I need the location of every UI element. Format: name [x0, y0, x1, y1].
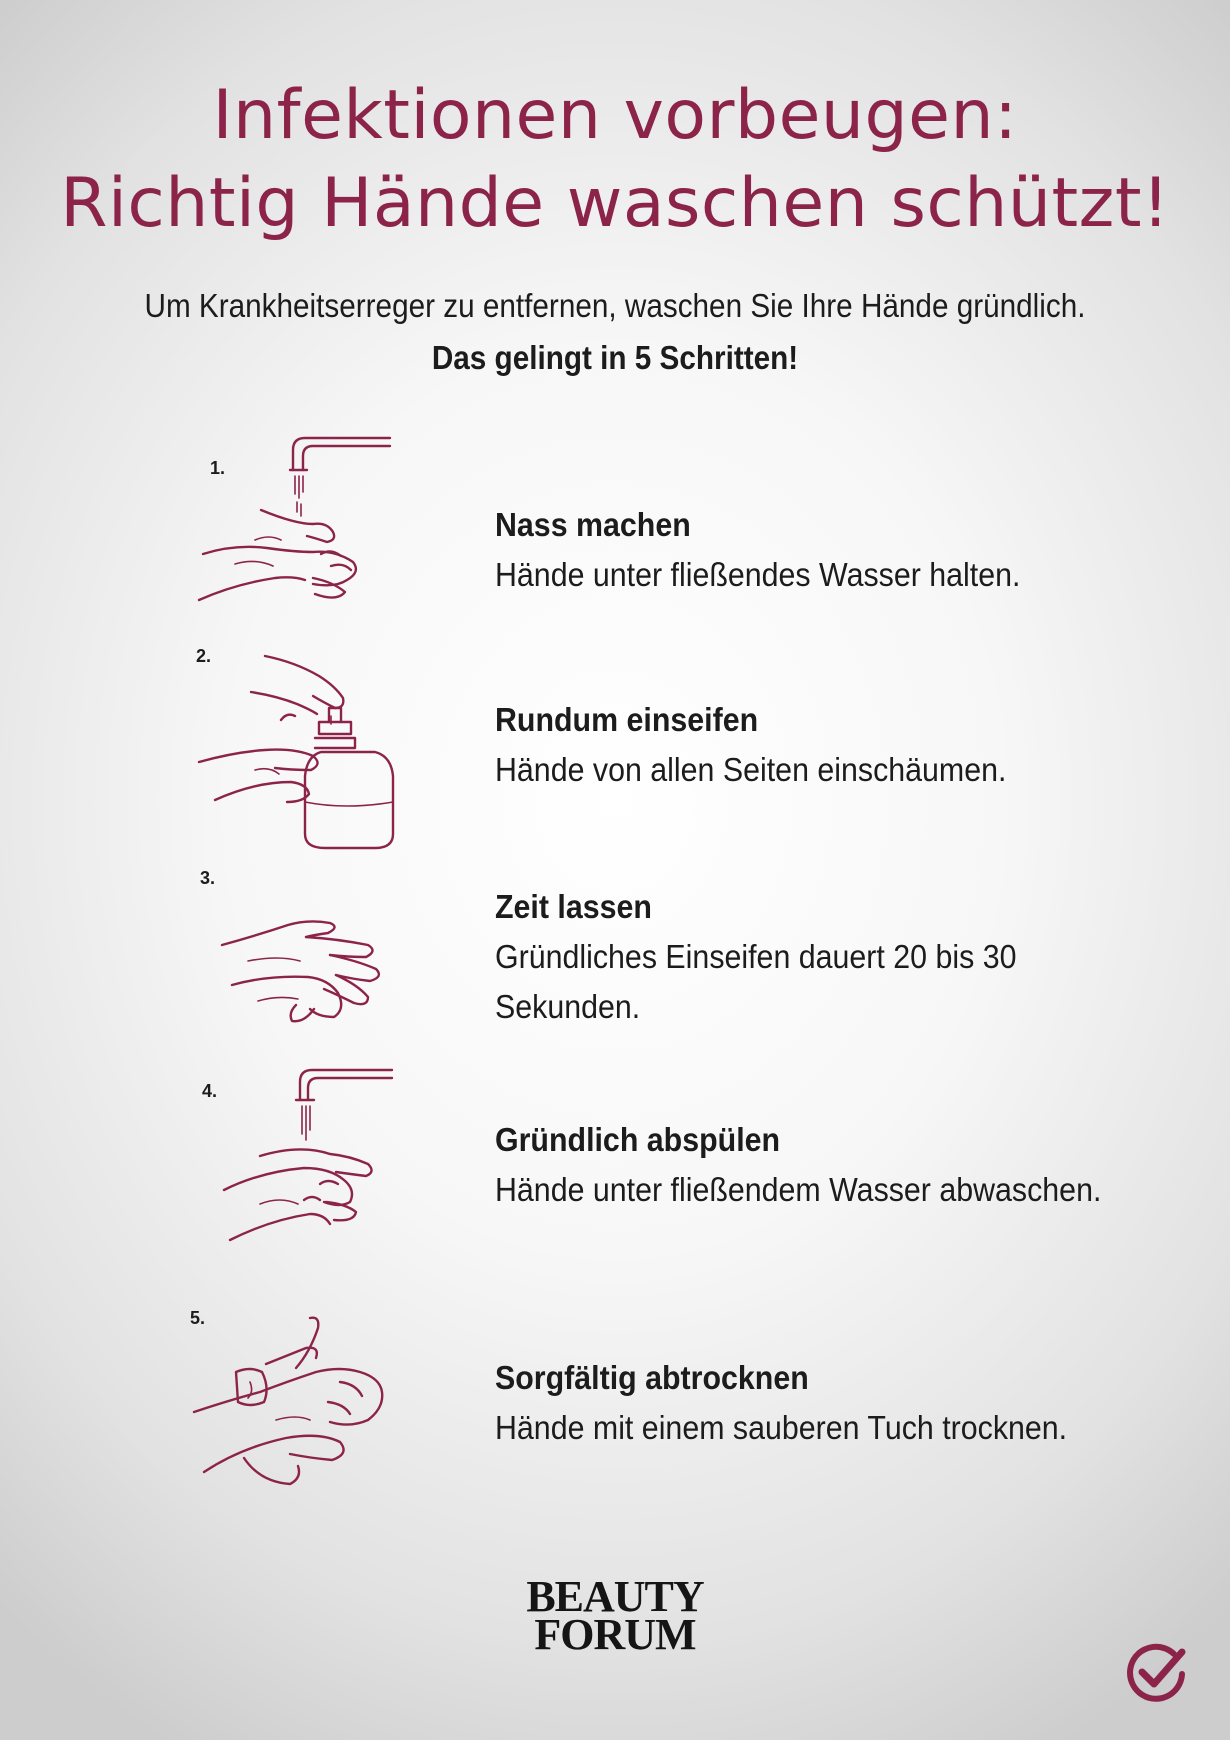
- step-1-title: Nass machen: [495, 506, 691, 543]
- step-4-description: Hände unter fließendem Wasser abwaschen.: [495, 1171, 1102, 1208]
- intro-line-2: Das gelingt in 5 Schritten!: [431, 339, 799, 376]
- step-2-description: Hände von allen Seiten einschäumen.: [495, 751, 1007, 788]
- step-1-description: Hände unter fließendes Wasser halten.: [495, 556, 1021, 593]
- title-line-2: Richtig Hände waschen schützt!: [60, 164, 1170, 243]
- step-3-title: Zeit lassen: [495, 888, 652, 925]
- logo-line-2: FORUM: [534, 1610, 696, 1659]
- hands-under-faucet-icon: [195, 432, 405, 617]
- intro-line-1: Um Krankheitserreger zu entfernen, waschen Sie Ihre Hände gründlich.: [144, 287, 1086, 324]
- step-3-text: [495, 882, 1175, 1032]
- brand-logo: [0, 1572, 1230, 1659]
- step-5-text: [495, 1353, 1175, 1453]
- step-2-number: 2.: [196, 646, 212, 666]
- step-4-title: Gründlich abspülen: [495, 1121, 781, 1158]
- logo-line-1: BEAUTY: [526, 1572, 704, 1621]
- page-title: [0, 72, 1230, 248]
- title-line-1: Infektionen vorbeugen:: [212, 76, 1018, 155]
- step-5-number: 5.: [190, 1308, 206, 1328]
- step-4-text: [495, 1115, 1175, 1215]
- step-2-text: [495, 695, 1175, 795]
- step-5-title: Sorgfältig abtrocknen: [495, 1359, 809, 1396]
- step-3-description: Gründliches Einseifen dauert 20 bis 30 Sekunden.: [495, 938, 1017, 1025]
- towel-drying-hands-icon: [190, 1312, 405, 1492]
- step-1-number: 1.: [210, 458, 226, 478]
- rinsing-hands-icon: [220, 1064, 400, 1264]
- step-1-text: [495, 500, 1175, 600]
- rubbing-hands-icon: [218, 905, 398, 1035]
- check-circle-icon: [1124, 1640, 1188, 1709]
- intro-text: [0, 280, 1230, 384]
- step-2-title: Rundum einseifen: [495, 701, 759, 738]
- step-5-description: Hände mit einem sauberen Tuch trocknen.: [495, 1409, 1068, 1446]
- step-4-number: 4.: [202, 1081, 218, 1101]
- step-3-number: 3.: [200, 868, 216, 888]
- soap-dispenser-hands-icon: [195, 652, 405, 852]
